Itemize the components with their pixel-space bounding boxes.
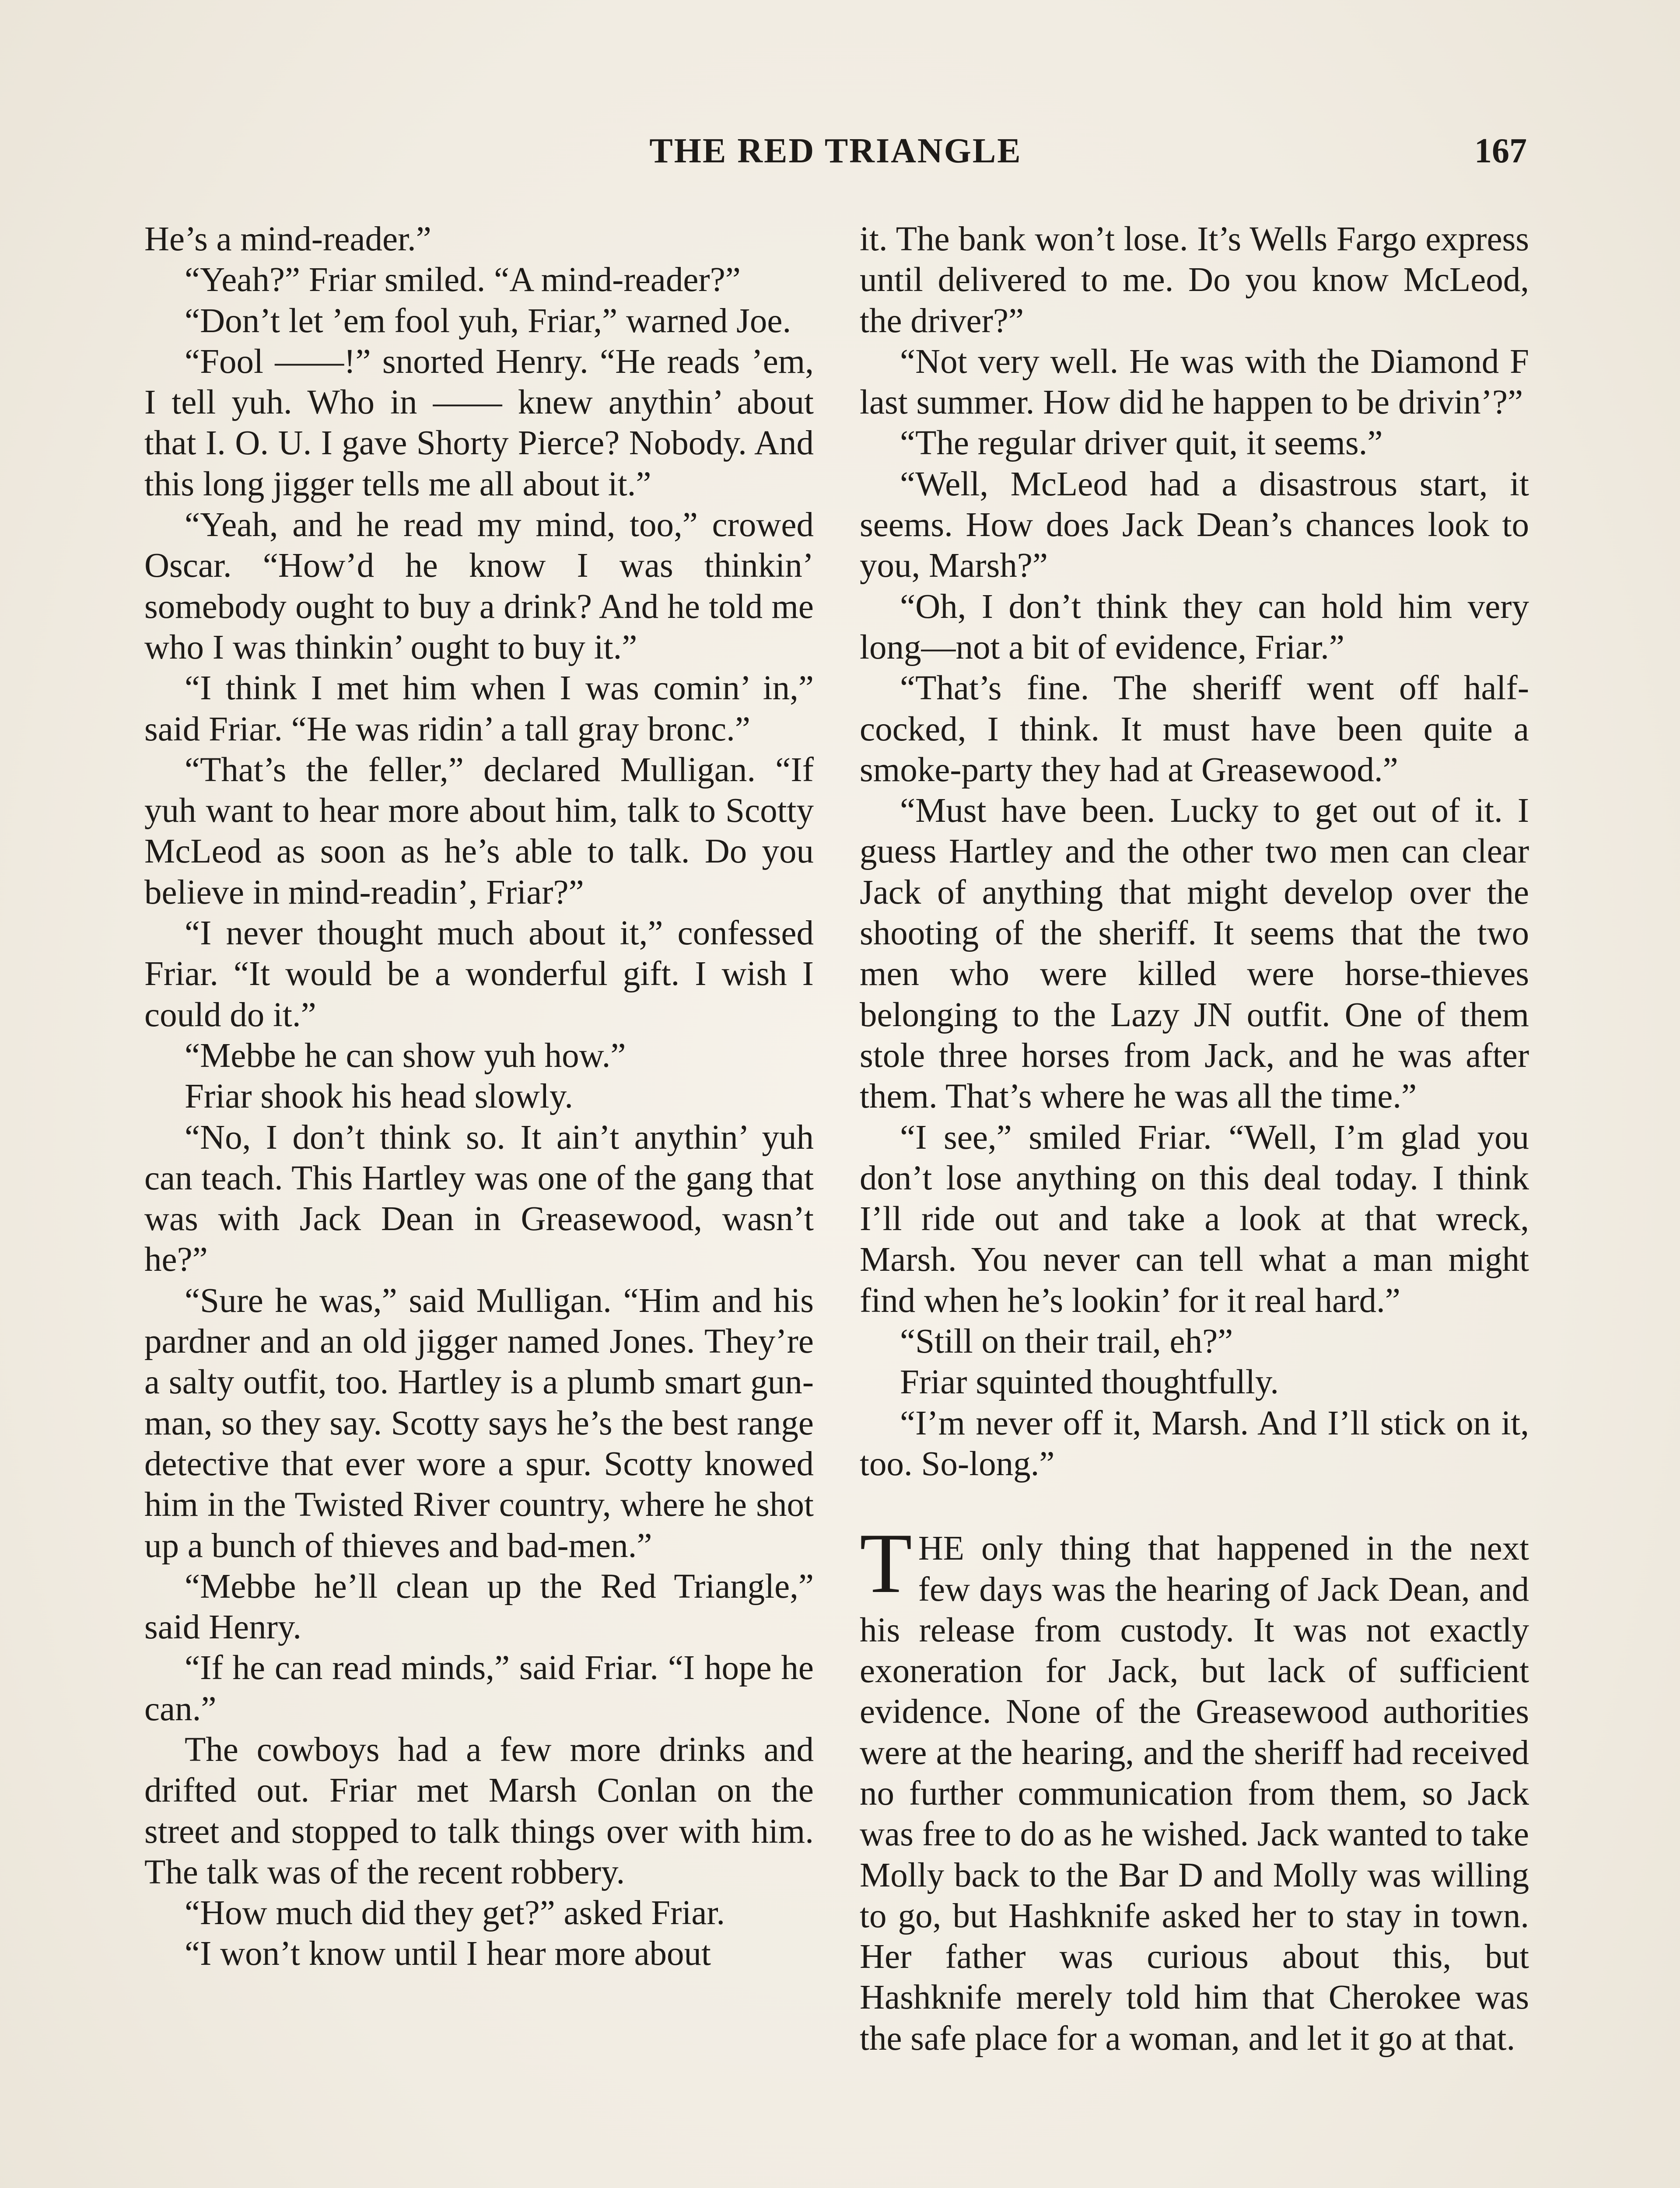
paragraph: “Yeah?” Friar smiled. “A mind-reader?”: [185, 261, 741, 299]
paragraph: He’s a mind-reader.”: [144, 220, 431, 258]
paragraph: “That’s fine. The sheriff went off half-cocked, I think. It must have been quite a smoke-party they had at Greasewood.”: [860, 669, 1529, 789]
paragraph: “I think I met him when I was comin’ in,” said Friar. “He was ridin’ a tall gray bronc.”: [144, 669, 814, 748]
drop-cap: T: [860, 1516, 912, 1611]
right-column: [860, 219, 1529, 2059]
paragraph: “I never thought much about it,” confessed Friar. “It would be a wonderful gift. I wish I could do it.”: [144, 914, 814, 1034]
paragraph: “Fool ——!” snorted Henry. “He reads ’em, I tell yuh. Who in —— knew anythin’ about that I. O. U. I gave Shorty Pierce? Nobody. And this long jigger tells me all about it.”: [144, 342, 814, 503]
paragraph: “Well, McLeod had a disastrous start, it seems. How does Jack Dean’s chances look to you, Marsh?”: [860, 465, 1529, 585]
paragraph: it. The bank won’t lose. It’s Wells Fargo express until delivered to me. Do you know McLeod, the driver?”: [860, 220, 1529, 340]
paragraph: “Yeah, and he read my mind, too,” crowed Oscar. “How’d he know I was thinkin’ somebody ought to buy a drink? And he told me who I was thinkin’ ought to buy it.”: [144, 506, 814, 666]
section-break: [860, 1484, 1529, 1528]
paragraph: “How much did they get?” asked Friar.: [185, 1894, 725, 1932]
paragraph: “The regular driver quit, it seems.”: [900, 424, 1383, 463]
paragraph: “I’m never off it, Marsh. And I’ll stick on it, too. So-long.”: [860, 1404, 1529, 1483]
paragraph: “Don’t let ’em fool yuh, Friar,” warned Joe.: [185, 302, 791, 340]
paragraph: “Oh, I don’t think they can hold him very long—not a bit of evidence, Friar.”: [860, 587, 1529, 666]
paragraph: “Still on their trail, eh?”: [900, 1322, 1233, 1361]
section-opening-text: HE only thing that happened in the next few days was the hearing of Jack Dean, and his release from custody. It was not exactly exoneration for Jack, but lack of sufficient evidence. None of the Greasewood authorities were at the hearing, and the sheriff had received no further communication from them, so Jack was free to do as he wished. Jack wanted to take Molly back to the Bar D and Molly was willing to go, but Hashknife asked her to stay in town. Her father was curious about this, but Hashknife merely told him that Cherokee was the safe place for a woman, and let it go at that.: [860, 1529, 1529, 2058]
paragraph: The cowboys had a few more drinks and drifted out. Friar met Marsh Conlan on the street and stopped to talk things over with him. The talk was of the recent robbery.: [144, 1730, 814, 1891]
page-header: [144, 131, 1527, 179]
paragraph: Friar squinted thoughtfully.: [900, 1363, 1279, 1402]
paragraph: “I won’t know until I hear more about: [185, 1935, 711, 1973]
section-opening-paragraph: [860, 1516, 1529, 2059]
paragraph: “Mebbe he can show yuh how.”: [185, 1036, 626, 1075]
paragraph: “No, I don’t think so. It ain’t anythin’ yuh can teach. This Hartley was one of the gang that was with Jack Dean in Greasewood, wasn’t he?”: [144, 1118, 814, 1279]
paragraph: “Mebbe he’ll clean up the Red Triangle,” said Henry.: [144, 1567, 814, 1647]
paragraph: Friar shook his head slowly.: [185, 1077, 573, 1116]
left-column: [144, 219, 814, 1974]
running-title: THE RED TRIANGLE: [649, 132, 1022, 170]
paragraph: “Sure he was,” said Mulligan. “Him and his pardner and an old jigger named Jones. They’re a salty outfit, too. Hartley is a plumb smart gun-man, so they say. Scotty says he’s the best range detective that ever wore a spur. Scotty knowed him in the Twisted River country, where he shot up a bunch of thieves and bad-men.”: [144, 1281, 814, 1565]
paragraph: “Must have been. Lucky to get out of it. I guess Hartley and the other two men can clear Jack of anything that might develop over the shooting of the sheriff. It seems that the two men who were killed were horse-thieves belonging to the Lazy JN outfit. One of them stole three horses from Jack, and he was after them. That’s where he was all the time.”: [860, 792, 1529, 1116]
paragraph: “I see,” smiled Friar. “Well, I’m glad you don’t lose anything on this deal today. I think I’ll ride out and take a look at that wreck, Marsh. You never can tell what a man might find when he’s lookin’ for it real hard.”: [860, 1118, 1529, 1320]
paragraph: “If he can read minds,” said Friar. “I hope he can.”: [144, 1649, 814, 1728]
paragraph: “Not very well. He was with the Diamond F last summer. How did he happen to be drivin’?”: [860, 342, 1529, 422]
paragraph: “That’s the feller,” declared Mulligan. “If yuh want to hear more about him, talk to Scotty McLeod as soon as he’s able to talk. Do you believe in mind-readin’, Friar?”: [144, 750, 814, 912]
page-number: 167: [1474, 132, 1527, 170]
